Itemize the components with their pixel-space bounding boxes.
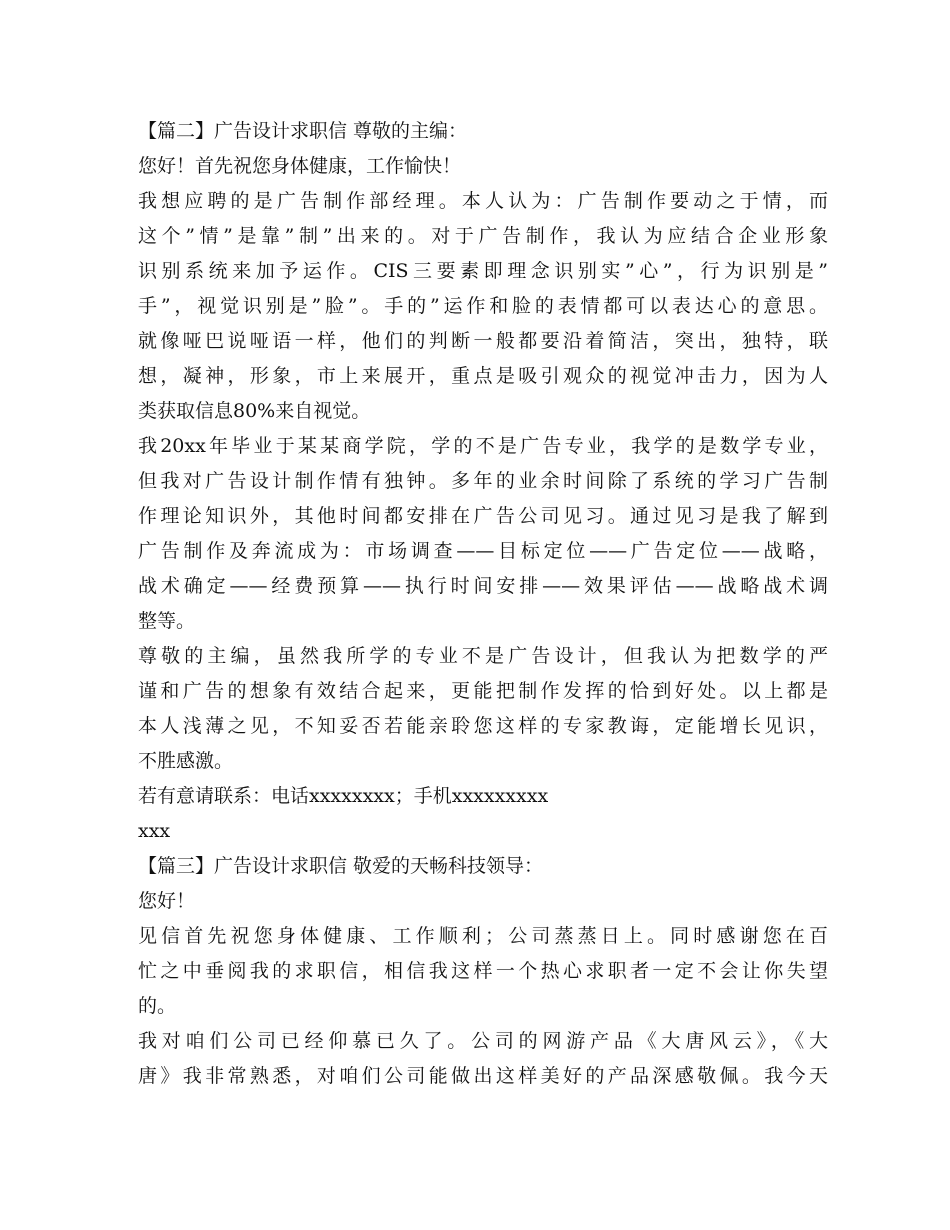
text-line: 但我对广告设计制作情有独钟。多年的业余时间除了系统的学习广告制 (138, 470, 828, 492)
text-line: 战术确定——经费预算——执行时间安排——效果评估——战略战术调 (138, 575, 828, 597)
text-line: 【篇三】广告设计求职信 敬爱的天畅科技领导： (138, 855, 544, 877)
text-line: 您好！ (138, 890, 196, 912)
text-line: 见信首先祝您身体健康、工作顺利；公司蒸蒸日上。同时感谢您在百 (138, 925, 828, 947)
text-line: 忙之中垂阅我的求职信，相信我这样一个热心求职者一定不会让你失望 (138, 960, 828, 982)
text-line: 唐》我非常熟悉，对咱们公司能做出这样美好的产品深感敬佩。我今天 (138, 1065, 828, 1087)
text-line: 我对咱们公司已经仰慕已久了。公司的网游产品《大唐风云》，《大 (138, 1030, 828, 1052)
text-line: 我20xx年毕业于某某商学院，学的不是广告专业，我学的是数学专业， (138, 435, 828, 457)
text-line: 这个”情”是靠”制”出来的。对于广告制作，我认为应结合企业形象 (138, 225, 828, 247)
text-line: xxx (138, 820, 171, 842)
text-line: 整等。 (138, 610, 196, 632)
text-line: 若有意请联系：电话xxxxxxxx；手机xxxxxxxxx (138, 785, 549, 807)
text-line: 您好！首先祝您身体健康，工作愉快！ (138, 155, 462, 177)
text-line: 尊敬的主编，虽然我所学的专业不是广告设计，但我认为把数学的严 (138, 645, 828, 667)
text-line: 作理论知识外，其他时间都安排在广告公司见习。通过见习是我了解到 (138, 505, 828, 527)
text-line: 的。 (138, 995, 177, 1017)
text-line: 就像哑巴说哑语一样，他们的判断一般都要沿着简洁，突出，独特，联 (138, 330, 828, 352)
text-line: 不胜感激。 (138, 750, 234, 772)
text-line: 类获取信息80%来自视觉。 (138, 400, 371, 422)
text-line: 【篇二】广告设计求职信 尊敬的主编： (138, 120, 468, 142)
text-line: 手”，视觉识别是”脸”。手的”运作和脸的表情都可以表达心的意思。 (138, 295, 828, 317)
text-line: 识别系统来加予运作。CIS三要素即理念识别实”心”，行为识别是” (138, 260, 828, 282)
text-line: 我想应聘的是广告制作部经理。本人认为：广告制作要动之于情，而 (138, 190, 828, 212)
text-line: 本人浅薄之见，不知妥否若能亲聆您这样的专家教诲，定能增长见识， (138, 715, 828, 737)
text-line: 谨和广告的想象有效结合起来，更能把制作发挥的恰到好处。以上都是 (138, 680, 828, 702)
text-line: 想，凝神，形象，市上来展开，重点是吸引观众的视觉冲击力，因为人 (138, 365, 828, 387)
text-line: 广告制作及奔流成为：市场调查——目标定位——广告定位——战略， (138, 540, 828, 562)
